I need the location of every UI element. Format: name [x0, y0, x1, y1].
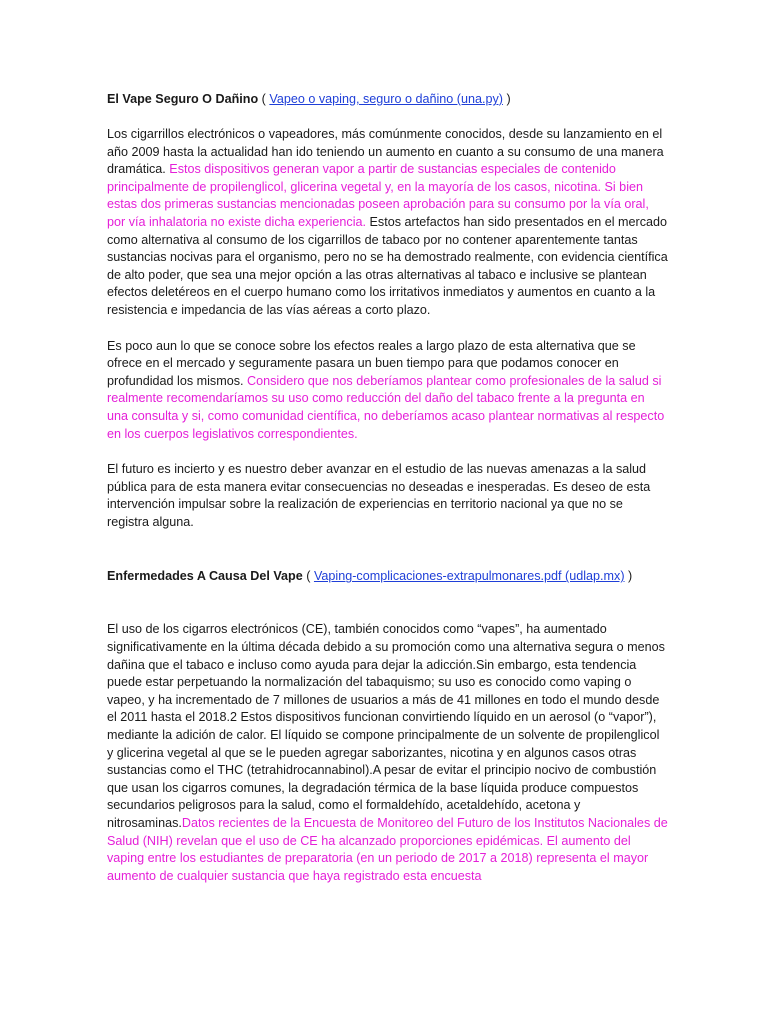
section-heading-enfermedades [107, 567, 668, 585]
highlighted-text: Considero que nos deberíamos plantear como profesionales de la salud si realmente recomendaríamos su uso como reducción del daño del tabaco frente a la pregunta en una consulta y si, como comunidad científica, no deberíamos acaso plantear normativas al respecto en los cuerpos legislativos correspondientes. [107, 373, 665, 441]
open-paren: ( [302, 569, 314, 584]
paragraph-text: El uso de los cigarros electrónicos (CE), también conocidos como “vapes”, ha aumentado significativamente en la última década debido a su promoción como una alternativa segura o menos dañina que el tabaco e incluso como ayuda para dejar la adicción.Sin embargo, esta tendencia puede estar perpetuando la normalización del tabaquismo; su uso es conocido como vaping o vapeo, y ha incrementado de 7 millones de usuarios a más de 41 millones en todo el mundo desde el 2011 hasta el 2018.2 Estos dispositivos funcionan convirtiendo líquido en un aerosol (o “vapor”), mediante la adición de calor. El líquido se compone principalmente de un solvente de propilenglicol y glicerina vegetal al que se le pueden agregar saborizantes, nicotina y en algunos casos otras sustancias como el THC (tetrahidrocannabinol).A pesar de evitar el principio nocivo de combustión que usan los cigarros comunes, la degradación térmica de la base líquida produce compuestos secundarios peligrosos para la salud, como el formaldehído, acetaldehído, acetona y nitrosaminas. [107, 622, 665, 830]
paragraph-text: Estos artefactos han sido presentados en el mercado como alternativa al consumo de los cigarrillos de tabaco por no contener aparentemente tantas sustancias nocivas para el organismo, pero no se ha demostrado realmente, con evidencia científica de alto poder, que sea una mejor opción a las otras alternativas al tabaco e inclusive se plantean efectos deletéreos en el cuerpo humano como los irritativos inmediatos y aumentos en cuanto a la resistencia e impedancia de las vías aéreas a corto plazo. [107, 214, 668, 317]
source-link-udlap[interactable]: Vaping-complicaciones-extrapulmonares.pdf (udlap.mx) [313, 569, 625, 584]
paragraph: El futuro es incierto y es nuestro deber avanzar en el estudio de las nuevas amenazas a la salud pública para de esta manera evitar consecuencias no deseadas e inesperadas. Es deseo de esta intervención impulsar sobre la realización de experiencias en territorio nacional ya que no se registra alguna. [107, 462, 651, 529]
section-heading-vape-seguro [107, 90, 668, 108]
section-title: Enfermedades A Causa Del Vape [107, 569, 303, 584]
section-title: El Vape Seguro O Dañino [107, 92, 259, 106]
paragraph [107, 621, 668, 885]
open-paren: ( [258, 92, 270, 106]
paragraph-text: Es poco aun lo que se conoce sobre los efectos reales a largo plazo de esta alternativa que se ofrece en el mercado y seguramente pasara un buen tiempo para que podamos conocer en profundidad los mismos. [107, 338, 636, 388]
close-paren: ) [624, 569, 633, 584]
highlighted-text: Datos recientes de la Encuesta de Monitoreo del Futuro de los Institutos Nacionales de Salud (NIH) revelan que el uso de CE ha alcanzado proporciones epidémicas. El aumento del vaping entre los estudiantes de preparatoria (en un periodo de 2017 a 2018) representa el mayor aumento de cualquier sustancia que haya registrado esta encuesta [107, 816, 668, 883]
paragraph [107, 126, 668, 320]
highlighted-text: Estos dispositivos generan vapor a partir de sustancias especiales de contenido principalmente de propilenglicol, glicerina vegetal y, en la mayoría de los casos, nicotina. Si bien estas dos primeras sustancias mencionadas poseen aprobación para su consumo por la vía oral, por vía inhalatoria no existe dicha experiencia. [107, 162, 649, 229]
close-paren: ) [502, 92, 511, 106]
paragraph [107, 338, 668, 444]
source-link-una[interactable]: Vapeo o vaping, seguro o dañino (una.py) [269, 92, 503, 106]
paragraph-text: Los cigarrillos electrónicos o vapeadores, más comúnmente conocidos, desde su lanzamiento en el año 2009 hasta la actualidad han ido teniendo un aumento en cuanto a su consumo de una manera dramática. [107, 127, 664, 177]
